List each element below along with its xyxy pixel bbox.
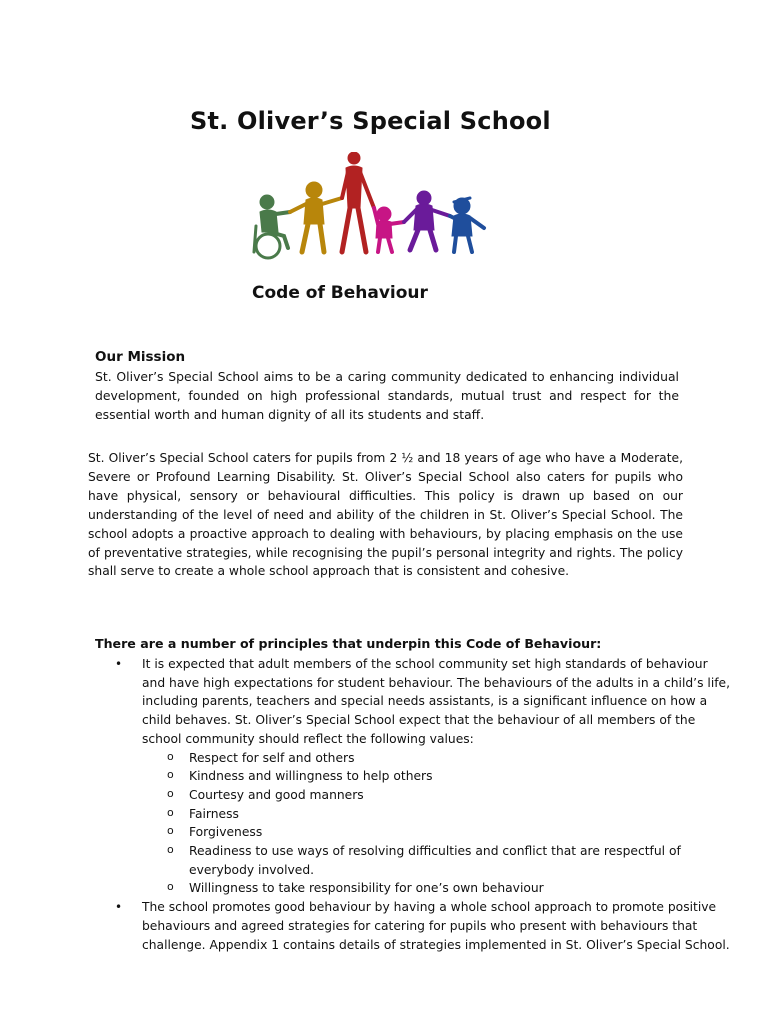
value-item: o Courtesy and good manners	[189, 786, 732, 805]
mission-heading: Our Mission	[95, 349, 186, 365]
value-item: o Fairness	[189, 805, 732, 824]
intro-paragraph: St. Oliver’s Special School caters for pupils from 2 ½ and 18 years of age who have a Moderate, Severe or Profound Learning Disability. St. Oliver’s Special School also caters for pupils who have physical, sensory or behavioural difficulties. This policy is drawn up based on our understanding of the level of need and ability of the children in St. Oliver’s Special School. The school adopts a proactive approach to dealing with behaviours, by placing emphasis on the use of preventative strategies, while recognising the pupil’s personal integrity and rights. The policy shall serve to create a whole school approach that is consistent and cohesive.	[88, 451, 683, 579]
values-list	[142, 749, 732, 899]
value-item: o Respect for self and others	[189, 749, 732, 768]
principle-item	[142, 898, 732, 954]
value-item: o Forgiveness	[189, 823, 732, 842]
page-title: St. Oliver’s Special School	[190, 107, 551, 135]
page-subtitle: Code of Behaviour	[252, 283, 428, 303]
value-item: o Readiness to use ways of resolving difficulties and conflict that are respectful of everybody involved.	[189, 842, 732, 879]
value-item: o Kindness and willingness to help others	[189, 767, 732, 786]
value-item: o Willingness to take responsibility for one’s own behaviour	[189, 879, 732, 898]
mission-paragraph: St. Oliver’s Special School aims to be a caring community dedicated to enhancing individual development, founded on high professional standards, mutual trust and respect for the essential worth and human dignity of all its students and staff.	[95, 369, 679, 422]
principle-text: It is expected that adult members of the school community set high standards of behaviour and have high expectations for student behaviour. The behaviours of the adults in a child’s life, including parents, teachers and special needs assistants, is a significant influence on how a child behaves. St. Oliver’s Special School expect that the behaviour of all members of the school community should reflect the following values:	[142, 657, 731, 746]
principle-item	[142, 655, 732, 898]
principle-text: The school promotes good behaviour by having a whole school approach to promote positive behaviours and agreed strategies for catering for pupils who present with behaviours that challenge. Appendix 1 contains details of strategies implemented in St. Oliver’s Special School.	[142, 900, 730, 952]
children-holding-hands-icon	[250, 152, 490, 260]
principles-heading: There are a number of principles that underpin this Code of Behaviour:	[95, 636, 602, 651]
principles-list	[95, 655, 732, 954]
